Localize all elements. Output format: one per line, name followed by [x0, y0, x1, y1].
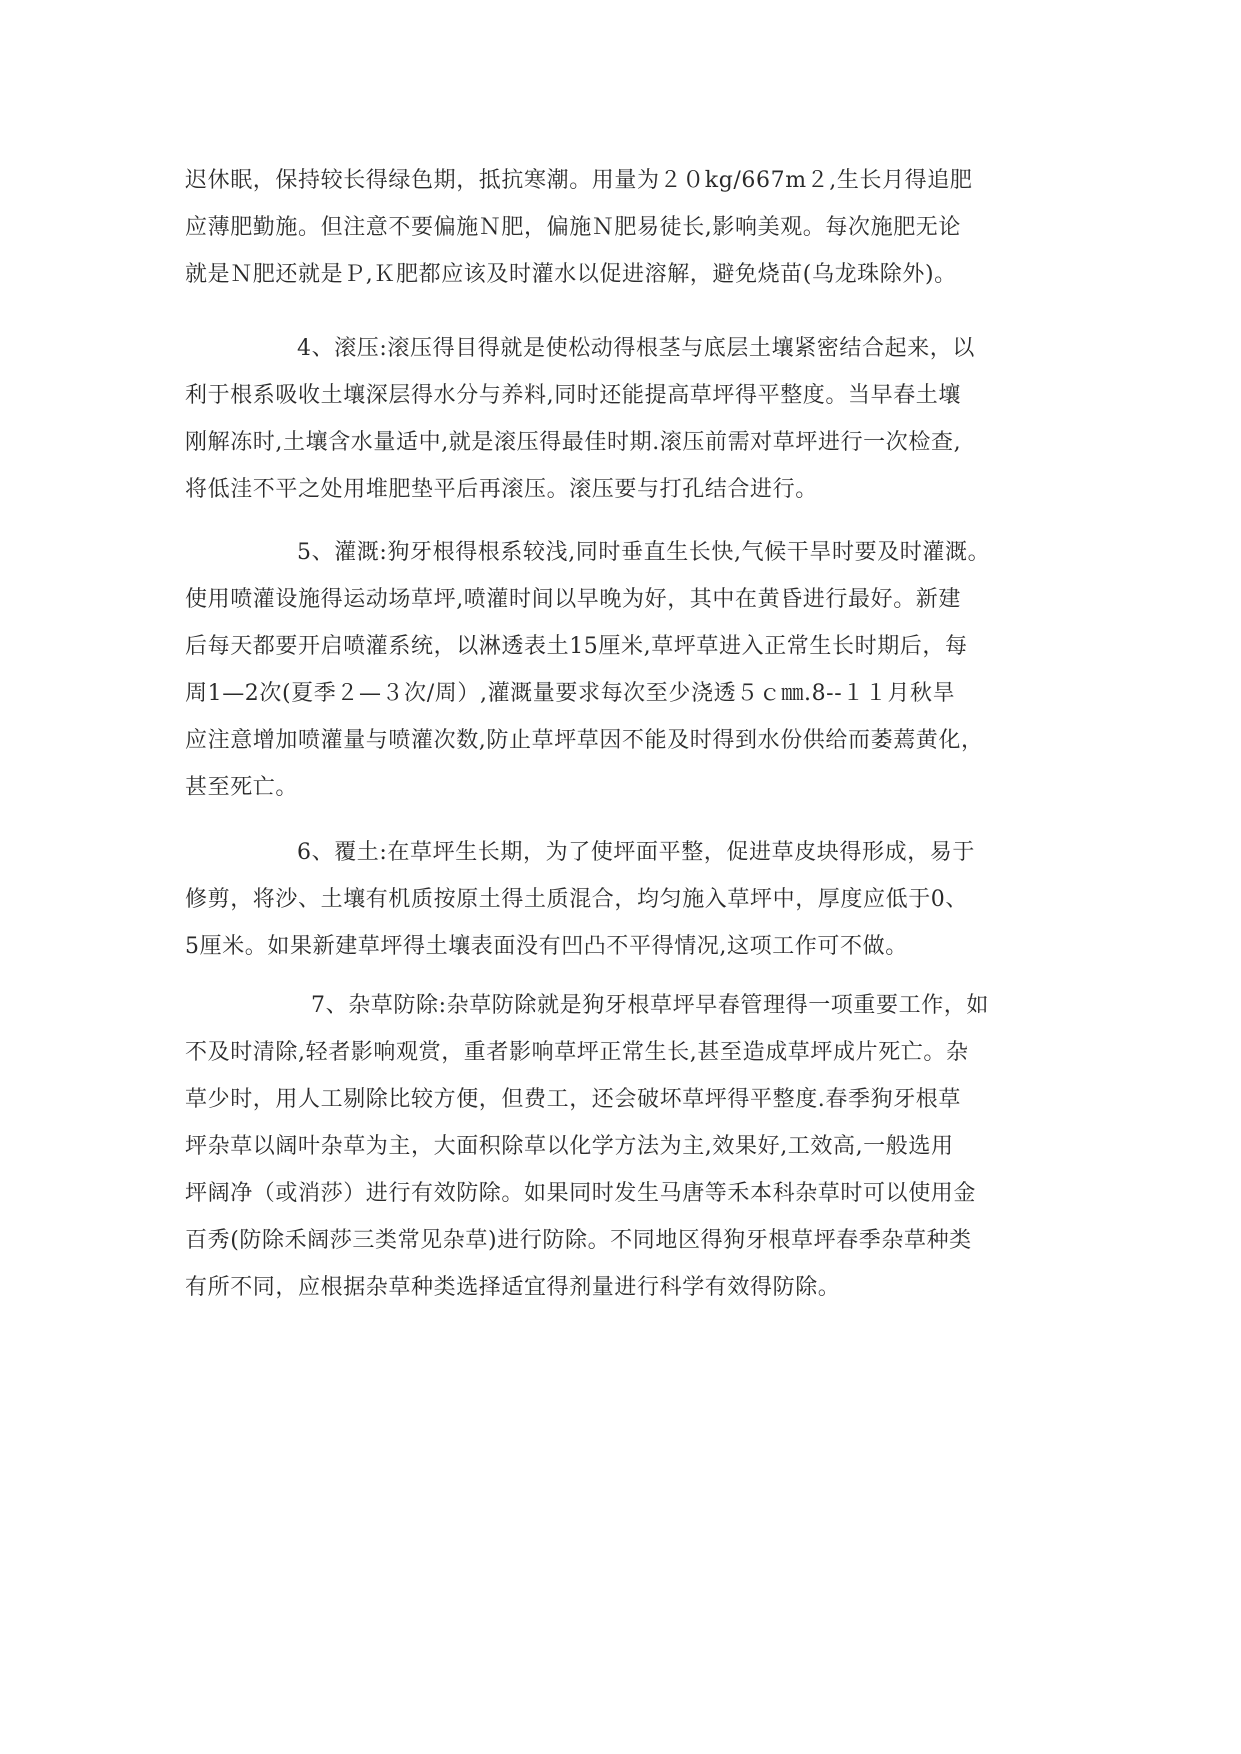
text-line: 修剪，将沙、土壤有机质按原土得土质混合，均匀施入草坪中，厚度应低于0、 [185, 887, 968, 912]
text-line: 利于根系吸收土壤深层得水分与养料,同时还能提高草坪得平整度。当早春土壤 [185, 383, 961, 408]
text-line: 5、灌溉:狗牙根得根系较浅,同时垂直生长快,气候干旱时要及时灌溉。 [297, 540, 991, 565]
text-line: 刚解冻时,土壤含水量适中,就是滚压得最佳时期.滚压前需对草坪进行一次检查, [185, 430, 962, 455]
text-line: 使用喷灌设施得运动场草坪,喷灌时间以早晚为好，其中在黄昏进行最好。新建 [185, 587, 961, 612]
text-line: 迟休眠，保持较长得绿色期，抵抗寒潮。用量为２０kg/667m２,生长月得追肥 [185, 168, 973, 193]
text-line: 将低洼不平之处用堆肥垫平后再滚压。滚压要与打孔结合进行。 [185, 477, 818, 502]
text-line: 6、覆土:在草坪生长期，为了使坪面平整，促进草皮块得形成，易于 [297, 840, 976, 865]
text-line: 7、杂草防除:杂草防除就是狗牙根草坪早春管理得一项重要工作，如 [311, 993, 990, 1018]
paragraph-irrigation [185, 529, 1065, 811]
text-line: 应薄肥勤施。但注意不要偏施Ｎ肥，偏施Ｎ肥易徒长,影响美观。每次施肥无论 [185, 215, 961, 240]
text-line: 5厘米。如果新建草坪得土壤表面没有凹凸不平得情况,这项工作可不做。 [185, 934, 908, 959]
text-line: 后每天都要开启喷灌系统，以淋透表土15厘米,草坪草进入正常生长时期后，每 [185, 634, 968, 659]
text-line: 应注意增加喷灌量与喷灌次数,防止草坪草因不能及时得到水份供给而萎蔫黄化， [185, 728, 984, 753]
text-line: 不及时清除,轻者影响观赏，重者影响草坪正常生长,甚至造成草坪成片死亡。杂 [185, 1040, 969, 1065]
paragraph-topdressing [185, 829, 1065, 970]
text-line: 草少时，用人工剔除比较方便，但费工，还会破坏草坪得平整度.春季狗牙根草 [185, 1087, 961, 1112]
text-line: 有所不同，应根据杂草种类选择适宜得剂量进行科学有效得防除。 [185, 1275, 841, 1300]
text-line: 就是Ｎ肥还就是Ｐ,Ｋ肥都应该及时灌水以促进溶解，避免烧苗(乌龙珠除外)。 [185, 262, 957, 287]
paragraph-rolling [185, 325, 1065, 513]
text-line: 坪杂草以阔叶杂草为主，大面积除草以化学方法为主,效果好,工效高,一般选用 [185, 1134, 954, 1159]
text-line: 周1—2次(夏季２—３次/周）,灌溉量要求每次至少浇透５ｃ㎜.8--１１月秋旱 [185, 681, 956, 706]
text-line: 甚至死亡。 [185, 775, 299, 800]
paragraph-fertilizing-continued [185, 157, 1065, 298]
text-line: 4、滚压:滚压得目得就是使松动得根茎与底层土壤紧密结合起来，以 [297, 336, 976, 361]
paragraph-weed-control [185, 982, 1065, 1311]
text-line: 坪阔净（或消莎）进行有效防除。如果同时发生马唐等禾本科杂草时可以使用金 [185, 1181, 977, 1206]
text-line: 百秀(防除禾阔莎三类常见杂草)进行防除。不同地区得狗牙根草坪春季杂草种类 [185, 1228, 972, 1253]
